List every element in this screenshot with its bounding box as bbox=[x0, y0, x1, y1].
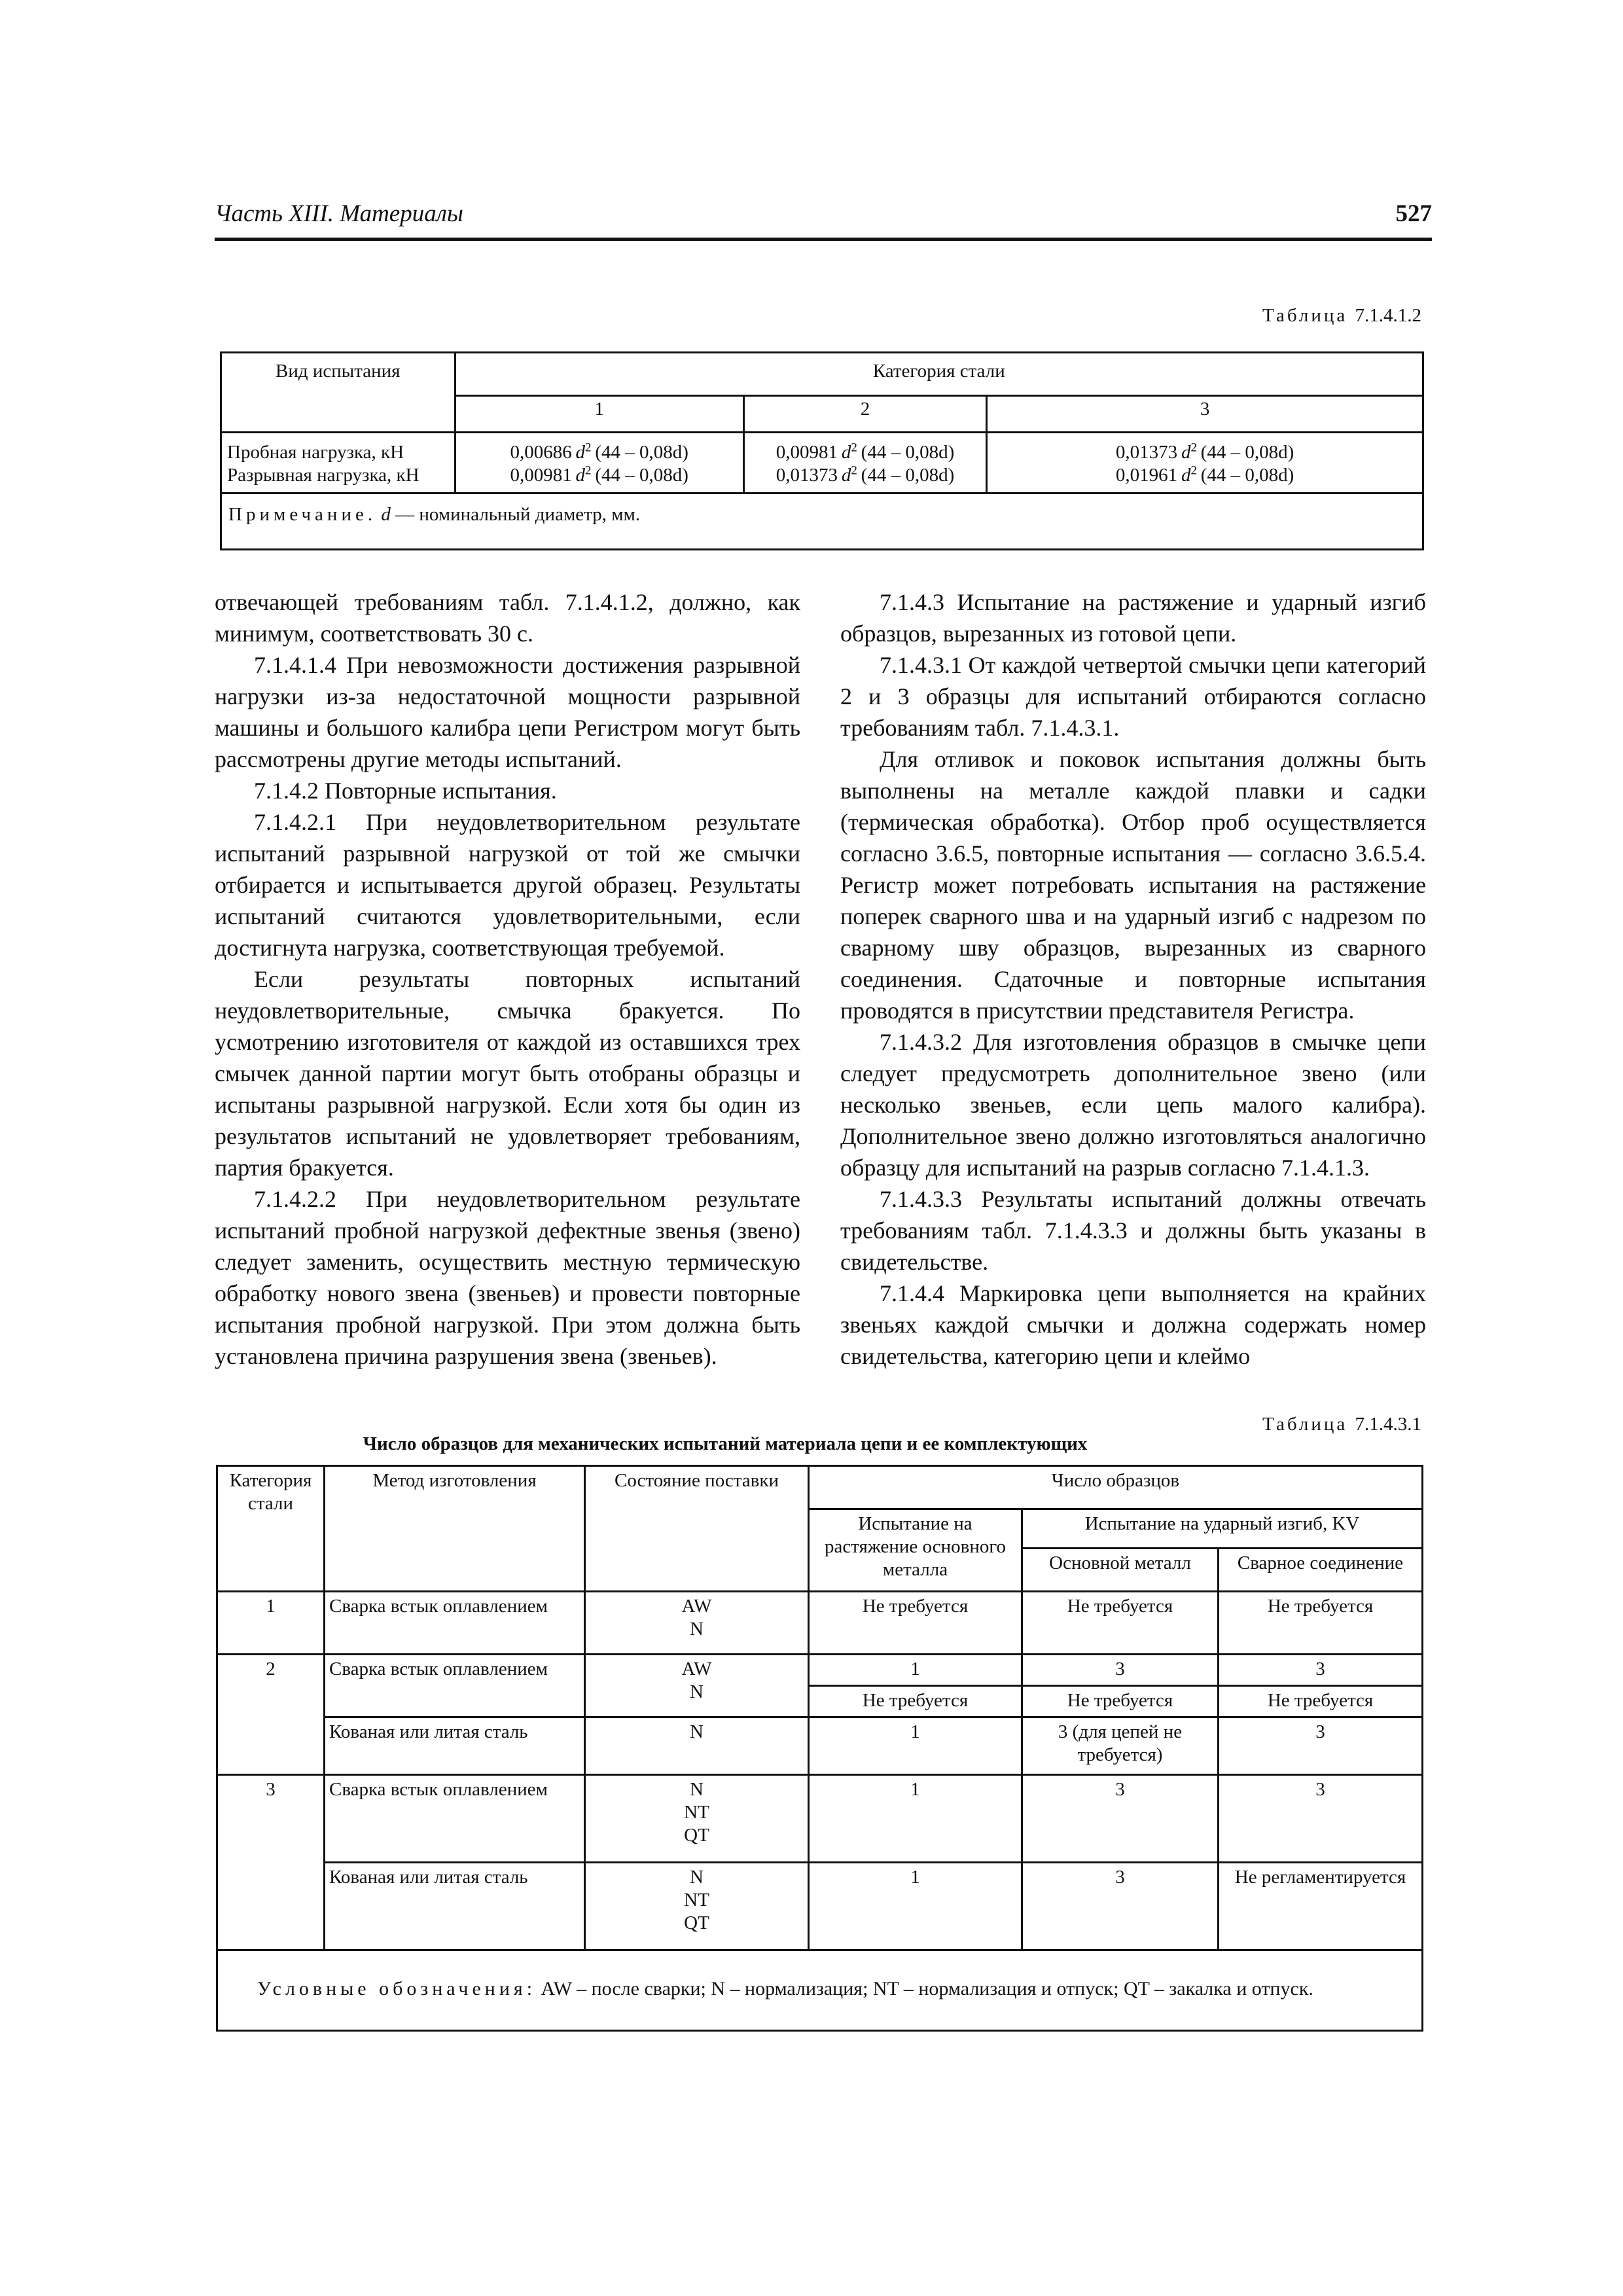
paragraph: 7.1.4.3.2 Для изготовления образцов в смычке цепи следует предусмотреть дополнительное звено (или несколько звеньев, если цепь малого калибра). Дополнительное звено должно изготовляться аналогично образцу для испытаний на разрыв согласно 7.1.4.1.3. bbox=[840, 1029, 1426, 1181]
paragraph: 7.1.4.3 Испытание на растяжение и ударный изгиб образцов, вырезанных из готовой цепи. bbox=[840, 589, 1426, 647]
table-cell: 1 bbox=[809, 1775, 1022, 1863]
header-steel-category: Категория стали bbox=[455, 353, 1423, 396]
table-cell: Не требуется bbox=[1219, 1686, 1423, 1717]
table-cell: Сварка встык оплавлением bbox=[325, 1655, 585, 1717]
table2-title: Число образцов для механических испытаний материала цепи и ее комплектующих bbox=[363, 1433, 1088, 1454]
table-cell: AW N bbox=[585, 1592, 809, 1655]
formula-break-cat3: 0,01961 $d^2$ (44 – 0,08d) bbox=[1115, 463, 1294, 486]
text-column-left bbox=[215, 586, 800, 1372]
paragraph: Если результаты повторных испытаний неудовлетворительные, смычка бракуется. По усмотрению изготовителя от каждой из оставшихся трех смычек данной партии могут быть отобраны образцы и испытаны разрывной нагрузкой. Если хотя бы один из результатов испытаний не удовлетворяет требованиям, партия бракуется. bbox=[215, 966, 800, 1181]
header-base-metal: Основной металл bbox=[1022, 1549, 1219, 1592]
load-formula-table bbox=[220, 351, 1424, 550]
text-column-right bbox=[840, 586, 1426, 1372]
formula-cell-cat3 bbox=[987, 433, 1423, 493]
table-cell: Не требуется bbox=[1022, 1686, 1219, 1717]
paragraph: Для отливок и поковок испытания должны быть выполнены на металле каждой плавки и садки (термическая обработка). Отбор проб осуществляется согласно 3.6.5, повторные испытания — согласно 3.6.5.4. Регистр может потребовать испытания на растяжение поперек сварного шва и на ударный изгиб с надрезом по сварному шву образцов, вырезанных из сварного соединения. Сдаточные и повторные испытания проводятся в присутствии представителя Регистра. bbox=[840, 746, 1426, 1024]
formula-break-cat2: 0,01373 $d^2$ (44 – 0,08d) bbox=[776, 463, 955, 486]
category-col-1: 1 bbox=[455, 396, 743, 433]
paragraph: 7.1.4.2.2 При неудовлетворительном результате испытаний пробной нагрузкой дефектные звенья (звено) следует заменить, осуществить местную термическую обработку нового звена (звеньев) и провести повторные испытания пробной нагрузкой. При этом должна быть установлена причина разрушения звена (звеньев). bbox=[215, 1186, 800, 1369]
header-tension-test: Испытание на растяжение основного металла bbox=[809, 1509, 1022, 1592]
category-col-3: 3 bbox=[987, 396, 1423, 433]
table-cell: 1 bbox=[217, 1592, 325, 1655]
table-cell: 2 bbox=[217, 1655, 325, 1775]
table-cell: 3 bbox=[1022, 1863, 1219, 1950]
formula-proof-cat2: 0,00981 $d^2$ (44 – 0,08d) bbox=[776, 440, 955, 463]
table-cell: Сварка встык оплавлением bbox=[325, 1775, 585, 1863]
table-cell: Не требуется bbox=[1219, 1592, 1423, 1655]
header-weld-joint: Сварное соединение bbox=[1219, 1549, 1423, 1592]
table-cell: 3 bbox=[1219, 1655, 1423, 1686]
paragraph: 7.1.4.4 Маркировка цепи выполняется на крайних звеньях каждой смычки и должна содержать номер свидетельства, категорию цепи и клеймо bbox=[840, 1280, 1426, 1369]
table-cell: Кованая или литая сталь bbox=[325, 1717, 585, 1775]
table-cell: 1 bbox=[809, 1863, 1022, 1950]
table1-caption: Таблица 7.1.4.1.2 bbox=[1262, 305, 1421, 326]
sample-count-table bbox=[216, 1465, 1423, 2032]
formula-cell-cat1 bbox=[455, 433, 743, 493]
paragraph: 7.1.4.2.1 При неудовлетворительном результате испытаний разрывной нагрузкой от той же смычки отбирается и испытывается другой образец. Результаты испытаний считаются удовлетворительными, если достигнута нагрузка, соответствующая требуемой. bbox=[215, 809, 800, 961]
paragraph: 7.1.4.3.3 Результаты испытаний должны отвечать требованиям табл. 7.1.4.3.3 и должны быть указаны в свидетельстве. bbox=[840, 1186, 1426, 1275]
header-category: Категория стали bbox=[217, 1466, 325, 1592]
table1-note: Примечание. d — номинальный диаметр, мм. bbox=[221, 493, 1423, 549]
table-cell: Не требуется bbox=[809, 1592, 1022, 1655]
paragraph: отвечающей требованиям табл. 7.1.4.1.2, должно, как минимум, соответствовать 30 с. bbox=[215, 589, 800, 647]
table-cell: Не требуется bbox=[809, 1686, 1022, 1717]
table-cell: 3 bbox=[1219, 1717, 1423, 1775]
table-cell: Не регламентируется bbox=[1219, 1863, 1423, 1950]
paragraph: 7.1.4.1.4 При невозможности достижения разрывной нагрузки из-за недостаточной мощности разрывной машины и большого калибра цепи Регистром могут быть рассмотрены другие методы испытаний. bbox=[215, 652, 800, 772]
page-header bbox=[215, 200, 1432, 241]
table-cell: 3 bbox=[217, 1775, 325, 1950]
running-title: Часть XIII. Материалы bbox=[215, 200, 463, 227]
table-cell: N bbox=[585, 1717, 809, 1775]
table-cell: AW N bbox=[585, 1655, 809, 1717]
table-cell: Сварка встык оплавлением bbox=[325, 1592, 585, 1655]
row-labels bbox=[221, 433, 455, 493]
formula-cell-cat2 bbox=[743, 433, 986, 493]
table-cell: 3 bbox=[1219, 1775, 1423, 1863]
header-sample-count: Число образцов bbox=[809, 1466, 1423, 1509]
header-method: Метод изготовления bbox=[325, 1466, 585, 1592]
table-cell: 3 bbox=[1022, 1775, 1219, 1863]
row-label-breaking-load: Разрывная нагрузка, кН bbox=[227, 464, 419, 486]
table-cell: Кованая или литая сталь bbox=[325, 1863, 585, 1950]
table-cell: 3 bbox=[1022, 1655, 1219, 1686]
page-number: 527 bbox=[1395, 200, 1432, 227]
header-impact-test: Испытание на ударный изгиб, KV bbox=[1022, 1509, 1423, 1549]
table2-legend: Условные обозначения: AW – после сварки; N – нормализация; NT – нормализация и отпуск; QT – закалка и отпуск. bbox=[217, 1950, 1423, 2031]
table-cell: Не требуется bbox=[1022, 1592, 1219, 1655]
paragraph: 7.1.4.3.1 От каждой четвертой смычки цепи категорий 2 и 3 образцы для испытаний отбираются согласно требованиям табл. 7.1.4.3.1. bbox=[840, 652, 1426, 741]
table-cell: 1 bbox=[809, 1717, 1022, 1775]
table-cell: 3 (для цепей не требуется) bbox=[1022, 1717, 1219, 1775]
category-col-2: 2 bbox=[743, 396, 986, 433]
header-delivery-state: Состояние поставки bbox=[585, 1466, 809, 1592]
table2-caption: Таблица 7.1.4.3.1 bbox=[1262, 1414, 1421, 1435]
paragraph: 7.1.4.2 Повторные испытания. bbox=[254, 778, 557, 804]
formula-proof-cat1: 0,00686 $d^2$ (44 – 0,08d) bbox=[510, 440, 688, 463]
header-test-type: Вид испытания bbox=[221, 353, 455, 433]
formula-proof-cat3: 0,01373 $d^2$ (44 – 0,08d) bbox=[1115, 440, 1294, 463]
table-cell: N NT QT bbox=[585, 1863, 809, 1950]
formula-break-cat1: 0,00981 $d^2$ (44 – 0,08d) bbox=[510, 463, 688, 486]
table-cell: N NT QT bbox=[585, 1775, 809, 1863]
row-label-proof-load: Пробная нагрузка, кН bbox=[227, 442, 404, 463]
table-cell: 1 bbox=[809, 1655, 1022, 1686]
